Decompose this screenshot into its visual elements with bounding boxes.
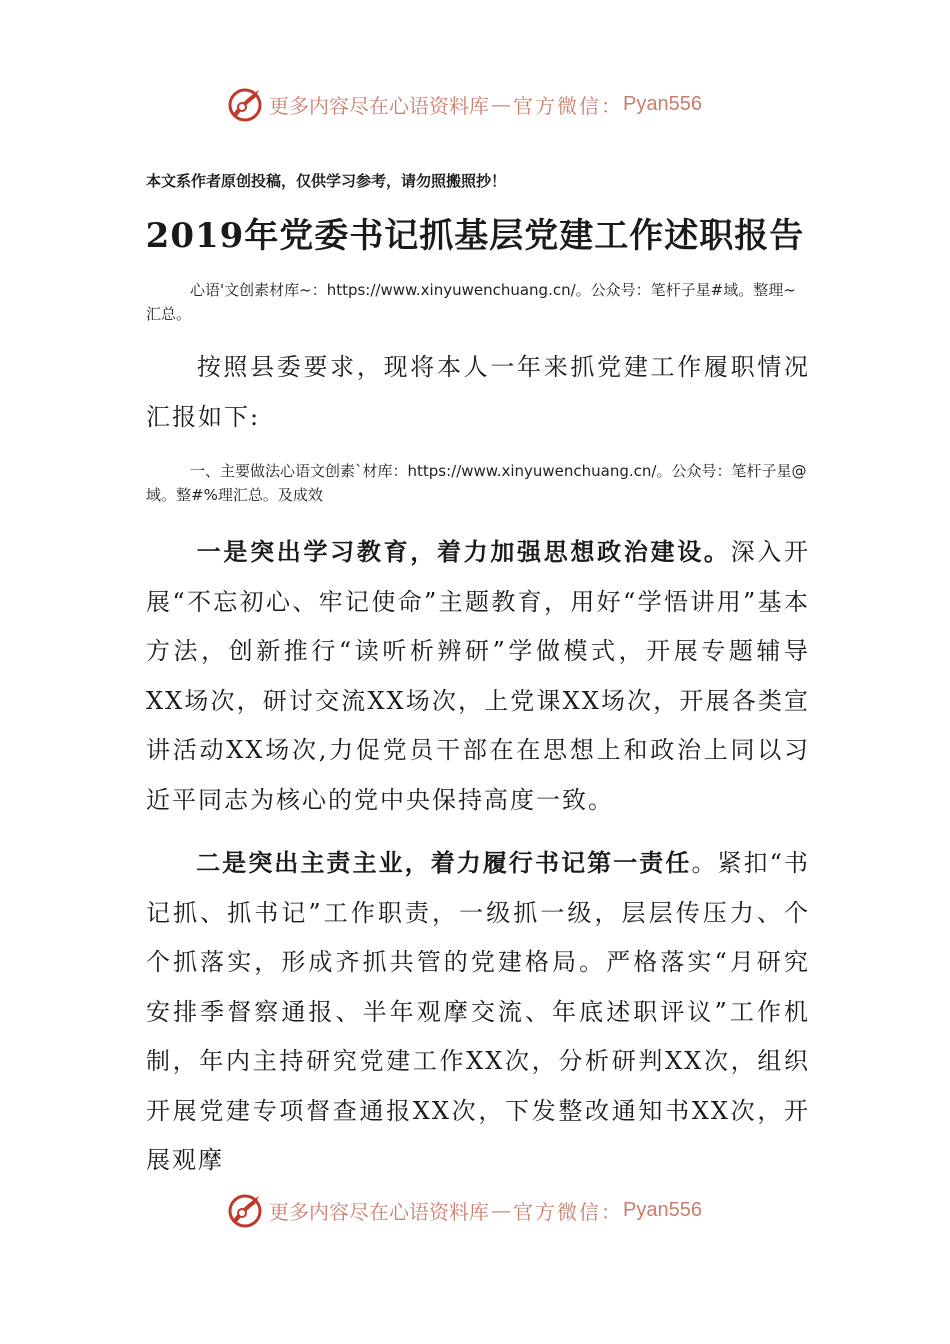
source-line-1-text: 心语'文创素材库~：https://www.xinyuwenchuang.cn/。公众号：笔杆子星#域。整理~汇总。	[146, 281, 796, 323]
banner-dash: —	[491, 92, 511, 116]
source-line-1	[146, 278, 810, 326]
section-1-paragraph	[146, 527, 810, 825]
banner-dash: —	[491, 1198, 511, 1222]
source-line-2-text: 一、主要做法心语文创素`材库：https://www.xinyuwenchuang.cn/。公众号：笔杆子星@域。整#%理汇总。及成效	[146, 462, 807, 504]
intro-paragraph	[146, 343, 810, 442]
banner-main-text: 更多内容尽在心语资料库	[269, 1199, 489, 1224]
banner-main-text: 更多内容尽在心语资料库	[269, 93, 489, 118]
banner-wechat-id: Pyan556	[623, 92, 702, 115]
banner-sub-text: 官方微信：	[513, 1199, 623, 1224]
banner-wechat-id: Pyan556	[623, 1198, 702, 1221]
source-line-2	[146, 459, 810, 507]
footer-banner	[225, 1188, 702, 1232]
section-2-paragraph	[146, 838, 810, 1186]
banner-sub-text: 官方微信：	[513, 93, 623, 118]
logo-icon	[225, 1190, 265, 1230]
copyright-notice: 本文系作者原创投稿，仅供学习参考，请勿照搬照抄！	[146, 172, 507, 190]
intro-text: 按照县委要求，现将本人一年来抓党建工作履职情况汇报如下:	[146, 353, 810, 431]
header-banner	[225, 82, 702, 126]
logo-icon	[225, 84, 265, 124]
section-1-body: 深入开展“不忘初心、牢记使命”主题教育，用好“学悟讲用”基本方法，创新推行“读听析辨研”学做模式，开展专题辅导XX场次，研讨交流XX场次，上党课XX场次，开展各类宣讲活动XX场次,力促党员干部在在思想上和政治上同以习近平同志为核心的党中央保持高度一致。	[146, 538, 811, 814]
document-title: 2019年党委书记抓基层党建工作述职报告	[145, 216, 805, 256]
section-2-body: 。紧扣“书记抓、抓书记”工作职责，一级抓一级，层层传压力、个个抓落实，形成齐抓共管的党建格局。严格落实“月研究安排季督察通报、半年观摩交流、年底述职评议”工作机制，年内主持研究党建工作XX次，分析研判XX次，组织开展党建专项督查通报XX次，下发整改通知书XX次，开展观摩	[146, 849, 810, 1174]
section-1-heading: 一是突出学习教育，着力加强思想政治建设。	[196, 537, 731, 566]
section-2-heading: 二是突出主责主业，着力履行书记第一责任	[196, 848, 692, 877]
